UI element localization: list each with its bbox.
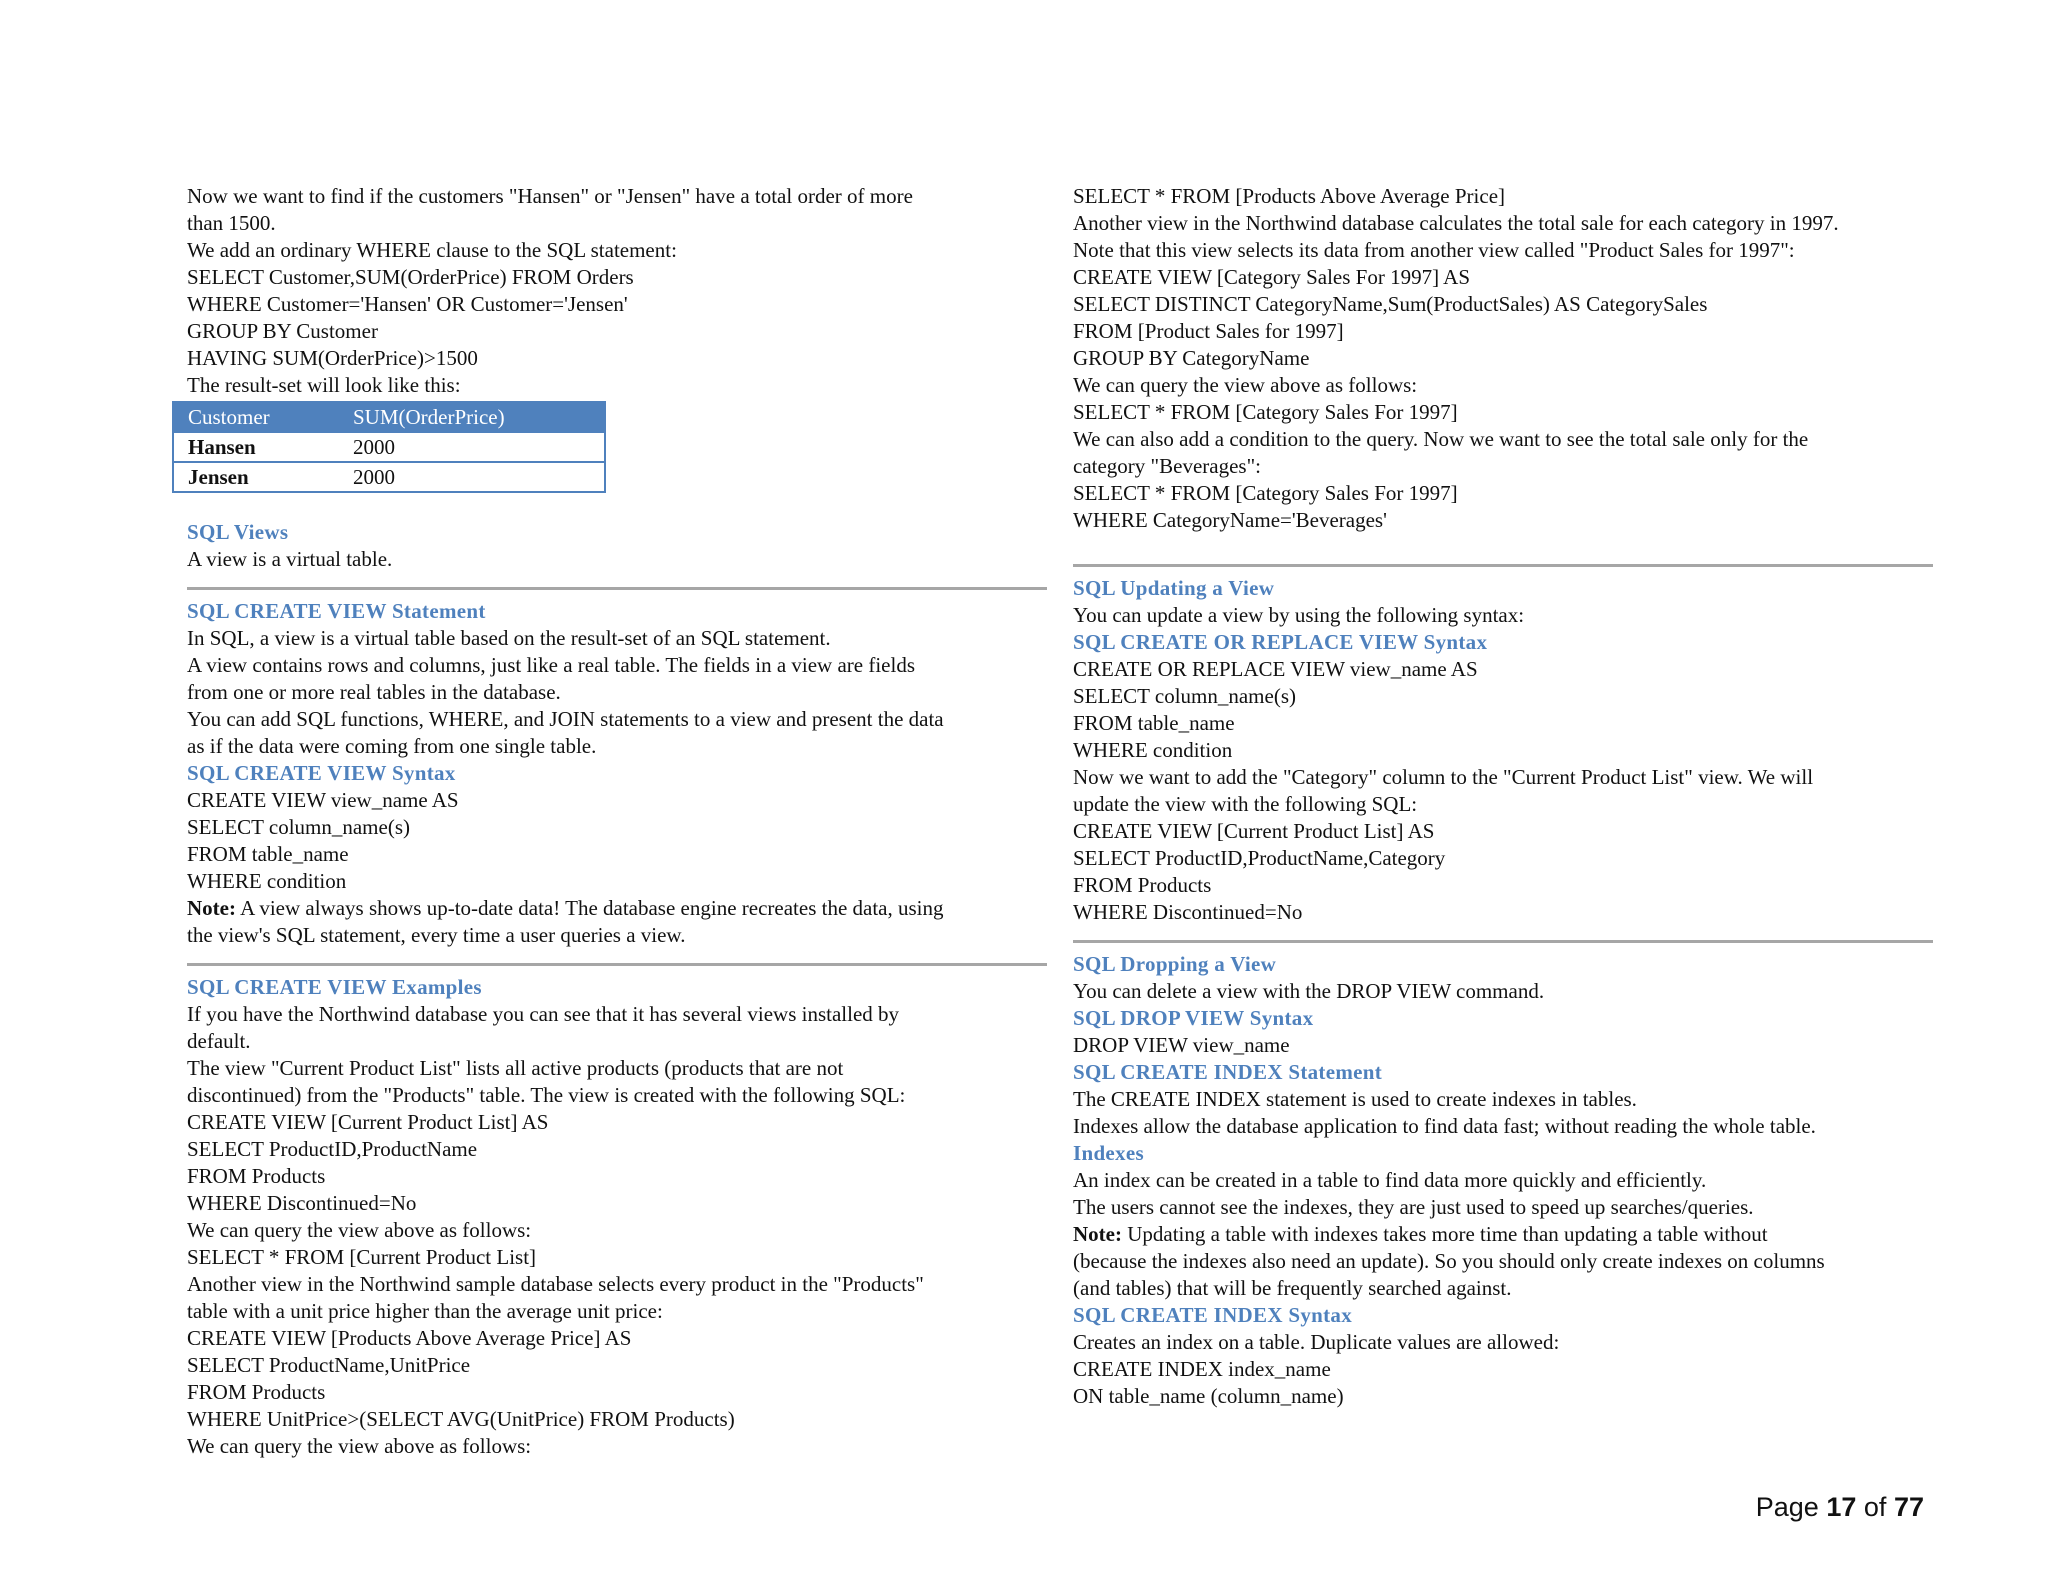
section-divider (1073, 940, 1933, 943)
code-line: SELECT * FROM [Current Product List] (187, 1245, 537, 1269)
text-line: You can add SQL functions, WHERE, and JOIN statements to a view and present the data (187, 707, 944, 731)
section-heading-create-view-examples: SQL CREATE VIEW Examples (187, 975, 482, 999)
code-line: SELECT Customer,SUM(OrderPrice) FROM Orders (187, 265, 634, 289)
table-cell: 2000 (339, 462, 605, 492)
spacer (187, 493, 1047, 519)
section-divider (187, 587, 1047, 590)
text-line: Another view in the Northwind sample database selects every product in the "Products" (187, 1272, 924, 1296)
section-heading-dropping-view: SQL Dropping a View (1073, 952, 1277, 976)
code-line: FROM Products (1073, 873, 1212, 897)
text-line: default. (187, 1029, 251, 1053)
section-heading-drop-view-syntax: SQL DROP VIEW Syntax (1073, 1006, 1314, 1030)
code-line: CREATE VIEW [Products Above Average Price] AS (187, 1326, 632, 1350)
text-line: We can query the view above as follows: (187, 1218, 532, 1242)
note-text: Updating a table with indexes takes more time than updating a table without (1121, 1222, 1768, 1246)
section-heading-sql-views: SQL Views (187, 520, 289, 544)
text-line: The result-set will look like this: (187, 373, 461, 397)
text-line: We add an ordinary WHERE clause to the SQL statement: (187, 238, 677, 262)
text-line: A view contains rows and columns, just like a real table. The fields in a view are fields (187, 653, 915, 677)
code-line: CREATE VIEW [Category Sales For 1997] AS (1073, 265, 1471, 289)
code-line: SELECT column_name(s) (1073, 684, 1296, 708)
code-line: FROM Products (187, 1380, 326, 1404)
code-line: GROUP BY CategoryName (1073, 346, 1310, 370)
page-number: 17 (1826, 1492, 1857, 1522)
code-line: WHERE CategoryName='Beverages' (1073, 508, 1387, 532)
section-heading-create-index: SQL CREATE INDEX Statement (1073, 1060, 1383, 1084)
code-line: CREATE INDEX index_name (1073, 1357, 1331, 1381)
code-line: WHERE Discontinued=No (187, 1191, 417, 1215)
code-line: SELECT ProductName,UnitPrice (187, 1353, 471, 1377)
text-line: Now we want to find if the customers "Hansen" or "Jensen" have a total order of more (187, 184, 913, 208)
page-label: Page (1755, 1492, 1819, 1522)
code-line: FROM table_name (1073, 711, 1235, 735)
code-line: SELECT * FROM [Category Sales For 1997] (1073, 400, 1458, 424)
table-header-row (173, 402, 605, 432)
code-line: HAVING SUM(OrderPrice)>1500 (187, 346, 478, 370)
table-row (173, 432, 605, 462)
text-line: The users cannot see the indexes, they are just used to speed up searches/queries. (1073, 1195, 1754, 1219)
note-text: A view always shows up-to-date data! The database engine recreates the data, using (235, 896, 944, 920)
text-line: table with a unit price higher than the average unit price: (187, 1299, 663, 1323)
text-line: category "Beverages": (1073, 454, 1261, 478)
code-line: FROM Products (187, 1164, 326, 1188)
table-cell: Hansen (173, 432, 339, 462)
column-header-customer: Customer (173, 402, 339, 432)
text-line: (because the indexes also need an update). So you should only create indexes on columns (1073, 1249, 1825, 1273)
code-line: SELECT * FROM [Category Sales For 1997] (1073, 481, 1458, 505)
text-line: Creates an index on a table. Duplicate values are allowed: (1073, 1330, 1560, 1354)
code-line: GROUP BY Customer (187, 319, 378, 343)
page-of-label: of (1863, 1492, 1887, 1522)
code-line: WHERE Customer='Hansen' OR Customer='Jensen' (187, 292, 628, 316)
left-column (187, 183, 1047, 1460)
text-line: Note that this view selects its data from another view called "Product Sales for 1997": (1073, 238, 1795, 262)
code-line: FROM table_name (187, 842, 349, 866)
text-line: the view's SQL statement, every time a user queries a view. (187, 923, 686, 947)
section-heading-create-index-syntax: SQL CREATE INDEX Syntax (1073, 1303, 1352, 1327)
text-line: In SQL, a view is a virtual table based on the result-set of an SQL statement. (187, 626, 831, 650)
text-line: We can query the view above as follows: (1073, 373, 1418, 397)
text-line: discontinued) from the "Products" table. The view is created with the following SQL: (187, 1083, 906, 1107)
text-line: update the view with the following SQL: (1073, 792, 1418, 816)
section-heading-create-or-replace-syntax: SQL CREATE OR REPLACE VIEW Syntax (1073, 630, 1488, 654)
text-line: An index can be created in a table to find data more quickly and efficiently. (1073, 1168, 1707, 1192)
right-column (1073, 183, 1933, 1410)
section-heading-create-view-syntax: SQL CREATE VIEW Syntax (187, 761, 456, 785)
text-line: If you have the Northwind database you can see that it has several views installed by (187, 1002, 900, 1026)
table-row (173, 462, 605, 492)
code-line: FROM [Product Sales for 1997] (1073, 319, 1344, 343)
code-line: CREATE VIEW [Current Product List] AS (187, 1110, 549, 1134)
code-line: WHERE UnitPrice>(SELECT AVG(UnitPrice) FROM Products) (187, 1407, 735, 1431)
total-pages: 77 (1893, 1492, 1924, 1522)
page-footer (1756, 1492, 1924, 1523)
column-header-sum: SUM(OrderPrice) (339, 402, 605, 432)
text-line: (and tables) that will be frequently searched against. (1073, 1276, 1512, 1300)
note-label: Note: (187, 896, 236, 920)
code-line: SELECT DISTINCT CategoryName,Sum(ProductSales) AS CategorySales (1073, 292, 1708, 316)
text-line: from one or more real tables in the database. (187, 680, 561, 704)
table-cell: 2000 (339, 432, 605, 462)
code-line: CREATE VIEW view_name AS (187, 788, 459, 812)
text-line: A view is a virtual table. (187, 547, 393, 571)
text-line: Indexes allow the database application to find data fast; without reading the whole table. (1073, 1114, 1816, 1138)
code-line: SELECT column_name(s) (187, 815, 410, 839)
text-line: than 1500. (187, 211, 276, 235)
code-line: WHERE Discontinued=No (1073, 900, 1303, 924)
code-line: SELECT ProductID,ProductName,Category (1073, 846, 1446, 870)
section-divider (187, 963, 1047, 966)
text-line: You can delete a view with the DROP VIEW command. (1073, 979, 1545, 1003)
section-heading-indexes: Indexes (1073, 1141, 1144, 1165)
code-line: WHERE condition (187, 869, 347, 893)
code-line: DROP VIEW view_name (1073, 1033, 1290, 1057)
code-line: CREATE VIEW [Current Product List] AS (1073, 819, 1435, 843)
note-line (1073, 1221, 1933, 1248)
text-line: You can update a view by using the following syntax: (1073, 603, 1525, 627)
text-line: We can query the view above as follows: (187, 1434, 532, 1458)
note-line (187, 895, 1047, 922)
table-cell: Jensen (173, 462, 339, 492)
section-heading-create-view: SQL CREATE VIEW Statement (187, 599, 486, 623)
code-line: SELECT ProductID,ProductName (187, 1137, 478, 1161)
note-label: Note: (1073, 1222, 1122, 1246)
code-line: WHERE condition (1073, 738, 1233, 762)
text-line: The CREATE INDEX statement is used to create indexes in tables. (1073, 1087, 1637, 1111)
section-heading-updating-view: SQL Updating a View (1073, 576, 1275, 600)
code-line: SELECT * FROM [Products Above Average Price] (1073, 184, 1506, 208)
text-line: Now we want to add the "Category" column to the "Current Product List" view. We will (1073, 765, 1814, 789)
text-line: We can also add a condition to the query. Now we want to see the total sale only for the (1073, 427, 1809, 451)
section-divider (1073, 564, 1933, 567)
text-line: The view "Current Product List" lists all active products (products that are not (187, 1056, 844, 1080)
result-set-table (172, 401, 606, 493)
text-line: as if the data were coming from one single table. (187, 734, 597, 758)
code-line: CREATE OR REPLACE VIEW view_name AS (1073, 657, 1478, 681)
text-line: Another view in the Northwind database calculates the total sale for each category in 1997. (1073, 211, 1839, 235)
code-line: ON table_name (column_name) (1073, 1384, 1344, 1408)
